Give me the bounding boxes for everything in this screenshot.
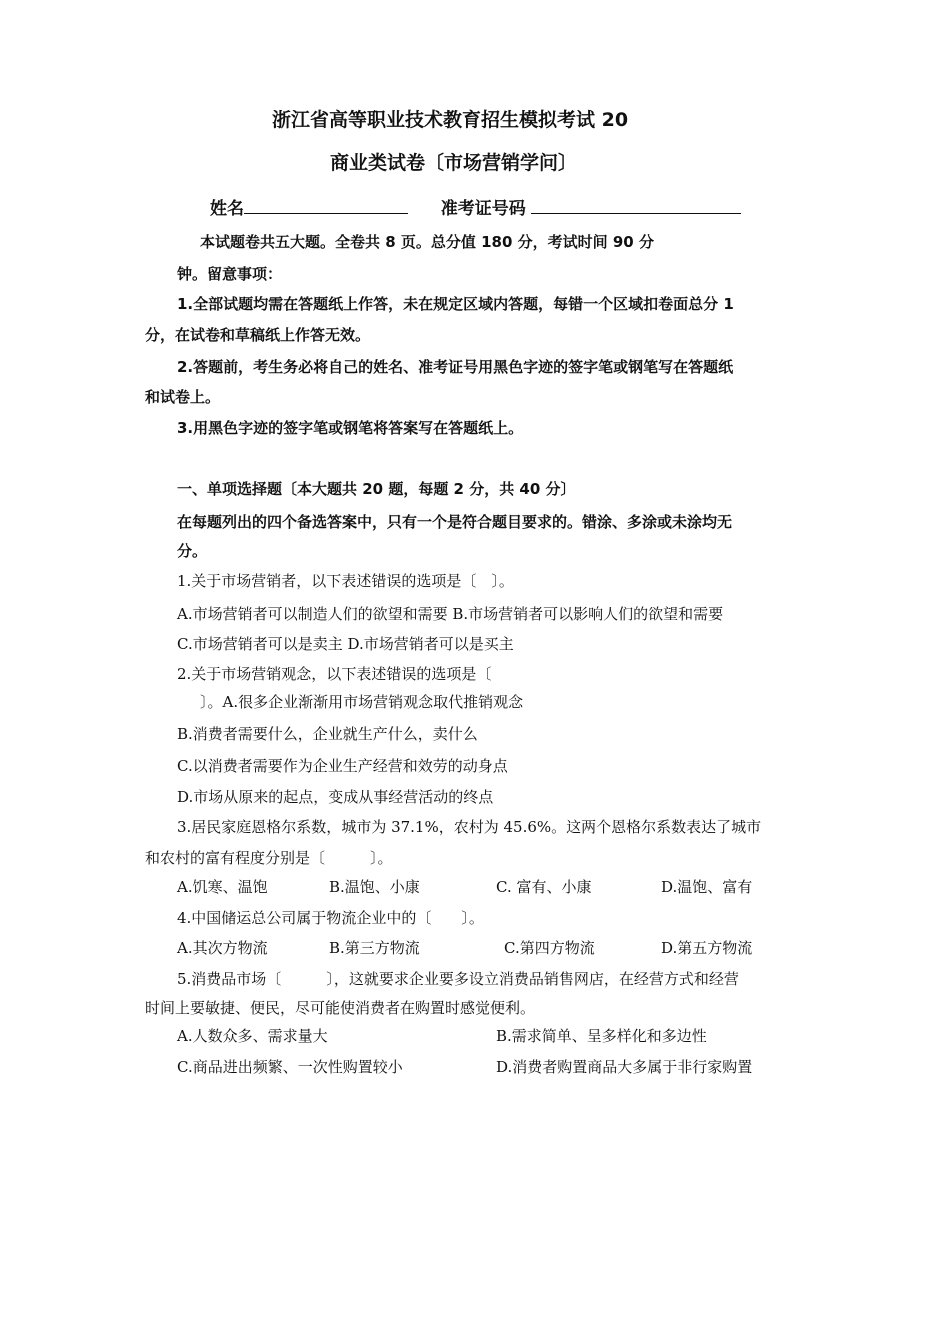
instructions-line-1: 本试题卷共五大题。全卷共 8 页。总分值 180 分，考试时间 90 分 xyxy=(200,233,654,251)
name-label: 姓名 xyxy=(210,199,244,219)
section-1-heading: 一、单项选择题〔本大题共 20 题，每题 2 分，共 40 分〕 xyxy=(177,480,576,498)
question-4-option-c: C.第四方物流 xyxy=(504,939,595,957)
question-5-line-1: 5.消费品市场〔 〕，这就要求企业要多设立消费品销售网店，在经营方式和经营 xyxy=(177,970,739,988)
question-5-option-c: C.商品进出频繁、一次性购置较小 xyxy=(177,1058,403,1076)
question-3-line-1: 3.居民家庭恩格尔系数，城市为 37.1%，农村为 45.6%。这两个恩格尔系数表达了城市 xyxy=(177,818,762,836)
name-blank xyxy=(244,197,408,214)
note-2-line-1: 2.答题前，考生务必将自己的姓名、准考证号用黑色字迹的签字笔或钢笔写在答题纸 xyxy=(177,358,734,376)
question-2: 2.关于市场营销观念，以下表述错误的选项是〔 xyxy=(177,665,492,683)
id-number-label: 准考证号码 xyxy=(440,199,526,219)
question-4-option-d: D.第五方物流 xyxy=(661,939,753,957)
question-5-option-d: D.消费者购置商品大多属于非行家购置 xyxy=(496,1058,753,1076)
candidate-info-row xyxy=(210,197,741,220)
question-3-option-a: A.饥寒、温饱 xyxy=(177,878,268,896)
question-1: 1.关于市场营销者，以下表述错误的选项是〔 〕。 xyxy=(177,572,514,590)
question-1-options-cd: C.市场营销者可以是卖主 D.市场营销者可以是买主 xyxy=(177,635,514,653)
question-2-option-b: B.消费者需要什么，企业就生产什么，卖什么 xyxy=(177,725,478,743)
note-1-line-2: 分，在试卷和草稿纸上作答无效。 xyxy=(145,326,371,344)
question-4: 4.中国储运总公司属于物流企业中的〔 〕。 xyxy=(177,909,484,927)
exam-title: 浙江省高等职业技术教育招生模拟考试 20 xyxy=(272,109,629,131)
id-number-blank xyxy=(531,197,741,214)
instructions-line-2: 钟。留意事项： xyxy=(177,265,283,283)
section-1-desc-line-2: 分。 xyxy=(177,542,208,560)
question-3-line-2: 和农村的富有程度分别是〔 〕。 xyxy=(145,849,393,867)
question-3-option-c: C. 富有、小康 xyxy=(496,878,592,896)
question-2-option-a: 〕。A.很多企业渐渐用市场营销观念取代推销观念 xyxy=(200,693,524,711)
note-1-line-1: 1.全部试题均需在答题纸上作答，未在规定区域内答题，每错一个区域扣卷面总分 1 xyxy=(177,295,734,313)
question-4-option-b: B.第三方物流 xyxy=(329,939,420,957)
question-5-option-a: A.人数众多、需求量大 xyxy=(177,1027,328,1045)
question-2-option-c: C.以消费者需要作为企业生产经营和效劳的动身点 xyxy=(177,757,508,775)
note-3: 3.用黑色字迹的签字笔或钢笔将答案写在答题纸上。 xyxy=(177,419,524,437)
note-2-line-2: 和试卷上。 xyxy=(145,388,221,406)
question-1-options-ab: A.市场营销者可以制造人们的欲望和需要 B.市场营销者可以影响人们的欲望和需要 xyxy=(177,605,724,623)
question-5-line-2: 时间上要敏捷、便民，尽可能使消费者在购置时感觉便利。 xyxy=(145,999,536,1017)
question-2-option-d: D.市场从原来的起点，变成从事经营活动的终点 xyxy=(177,788,494,806)
question-3-option-b: B.温饱、小康 xyxy=(329,878,420,896)
question-3-option-d: D.温饱、富有 xyxy=(661,878,753,896)
question-4-option-a: A.其次方物流 xyxy=(177,939,268,957)
section-1-desc-line-1: 在每题列出的四个备选答案中，只有一个是符合题目要求的。错涂、多涂或未涂均无 xyxy=(177,513,733,531)
question-5-option-b: B.需求简单、呈多样化和多边性 xyxy=(496,1027,707,1045)
exam-subtitle: 商业类试卷〔市场营销学问〕 xyxy=(330,152,578,174)
